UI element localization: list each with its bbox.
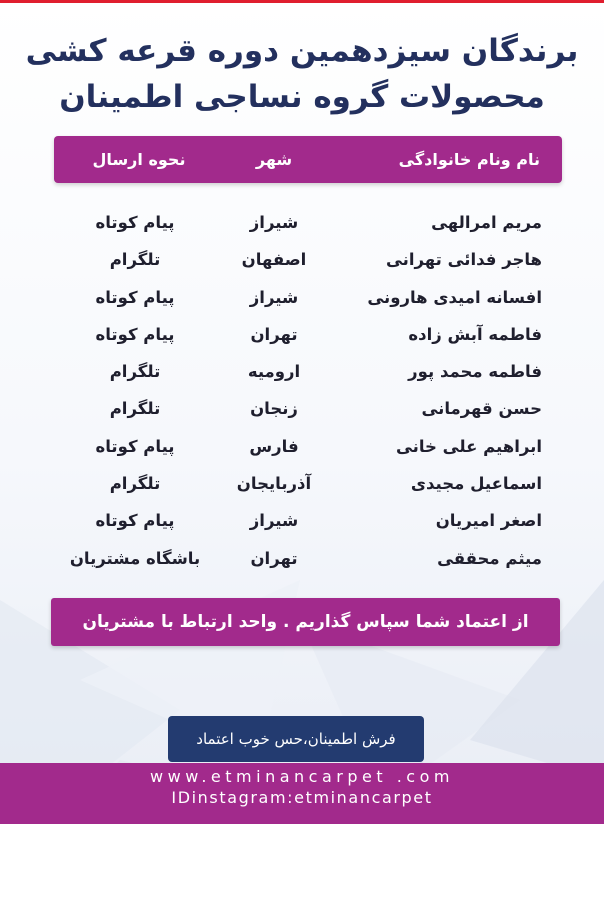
header-city: شهر (255, 150, 293, 169)
cell-send-method: باشگاه مشتریان (69, 548, 201, 568)
slogan-badge: فرش اطمینان،حس خوب اعتماد (168, 716, 424, 762)
cell-name: اسماعیل مجیدی (410, 474, 542, 494)
title-line-2: محصولات گروه نساجی اطمینان (59, 79, 545, 115)
cell-send-method: تلگرام (109, 474, 161, 494)
cell-city: فارس (249, 436, 299, 456)
cell-send-method: تلگرام (109, 399, 161, 419)
cell-name: هاجر فدائی تهرانی (385, 250, 542, 270)
cell-send-method: تلگرام (109, 250, 161, 270)
page-title (0, 28, 604, 120)
table-row (0, 428, 604, 465)
cell-city: تهران (250, 548, 298, 568)
cell-city: شیراز (249, 511, 299, 531)
cell-name: فاطمه محمد پور (408, 362, 542, 382)
title-line-1: برندگان سیزدهمین دوره قرعه کشی (25, 33, 579, 69)
cell-city: شیراز (249, 213, 299, 232)
cell-city: آذربایجان (236, 474, 312, 494)
table-row (0, 540, 604, 577)
cell-city: شیراز (249, 287, 299, 307)
table-header (54, 136, 562, 183)
cell-name: میثم محققی (437, 548, 542, 568)
cell-name: اصغر امیریان (435, 511, 542, 531)
cell-city: زنجان (250, 399, 298, 419)
table-row (0, 390, 604, 427)
cell-name: ابراهیم علی خانی (395, 436, 542, 456)
table-row (0, 353, 604, 390)
cell-name: حسن قهرمانی (421, 399, 542, 419)
cell-city: اصفهان (241, 250, 307, 270)
cell-name: فاطمه آبش زاده (408, 324, 542, 344)
cell-send-method: پیام کوتاه (95, 213, 175, 232)
cell-send-method: پیام کوتاه (95, 511, 175, 531)
table-row (0, 502, 604, 539)
table-row (0, 279, 604, 316)
table-row (0, 316, 604, 353)
winners-table (0, 204, 604, 577)
thanks-banner: از اعتماد شما سپاس گذاریم . واحد ارتباط با مشتریان (51, 598, 560, 646)
table-row (0, 241, 604, 278)
table-row (0, 204, 604, 241)
cell-send-method: پیام کوتاه (95, 436, 175, 456)
cell-city: تهران (250, 324, 298, 344)
cell-name: افسانه امیدی هارونی (367, 287, 542, 307)
instagram-text: IDinstagram:etminancarpet (171, 788, 433, 807)
website-text: www.etminancarpet .com (150, 767, 454, 786)
cell-send-method: تلگرام (109, 362, 161, 382)
cell-city: ارومیه (247, 362, 301, 382)
header-send-method: نحوه ارسال (92, 150, 186, 169)
cell-send-method: پیام کوتاه (95, 324, 175, 344)
top-accent-line (0, 0, 604, 3)
cell-send-method: پیام کوتاه (95, 287, 175, 307)
table-row (0, 465, 604, 502)
header-name: نام ونام خانوادگی (398, 150, 540, 169)
cell-name: مریم امرالهی (431, 213, 542, 232)
